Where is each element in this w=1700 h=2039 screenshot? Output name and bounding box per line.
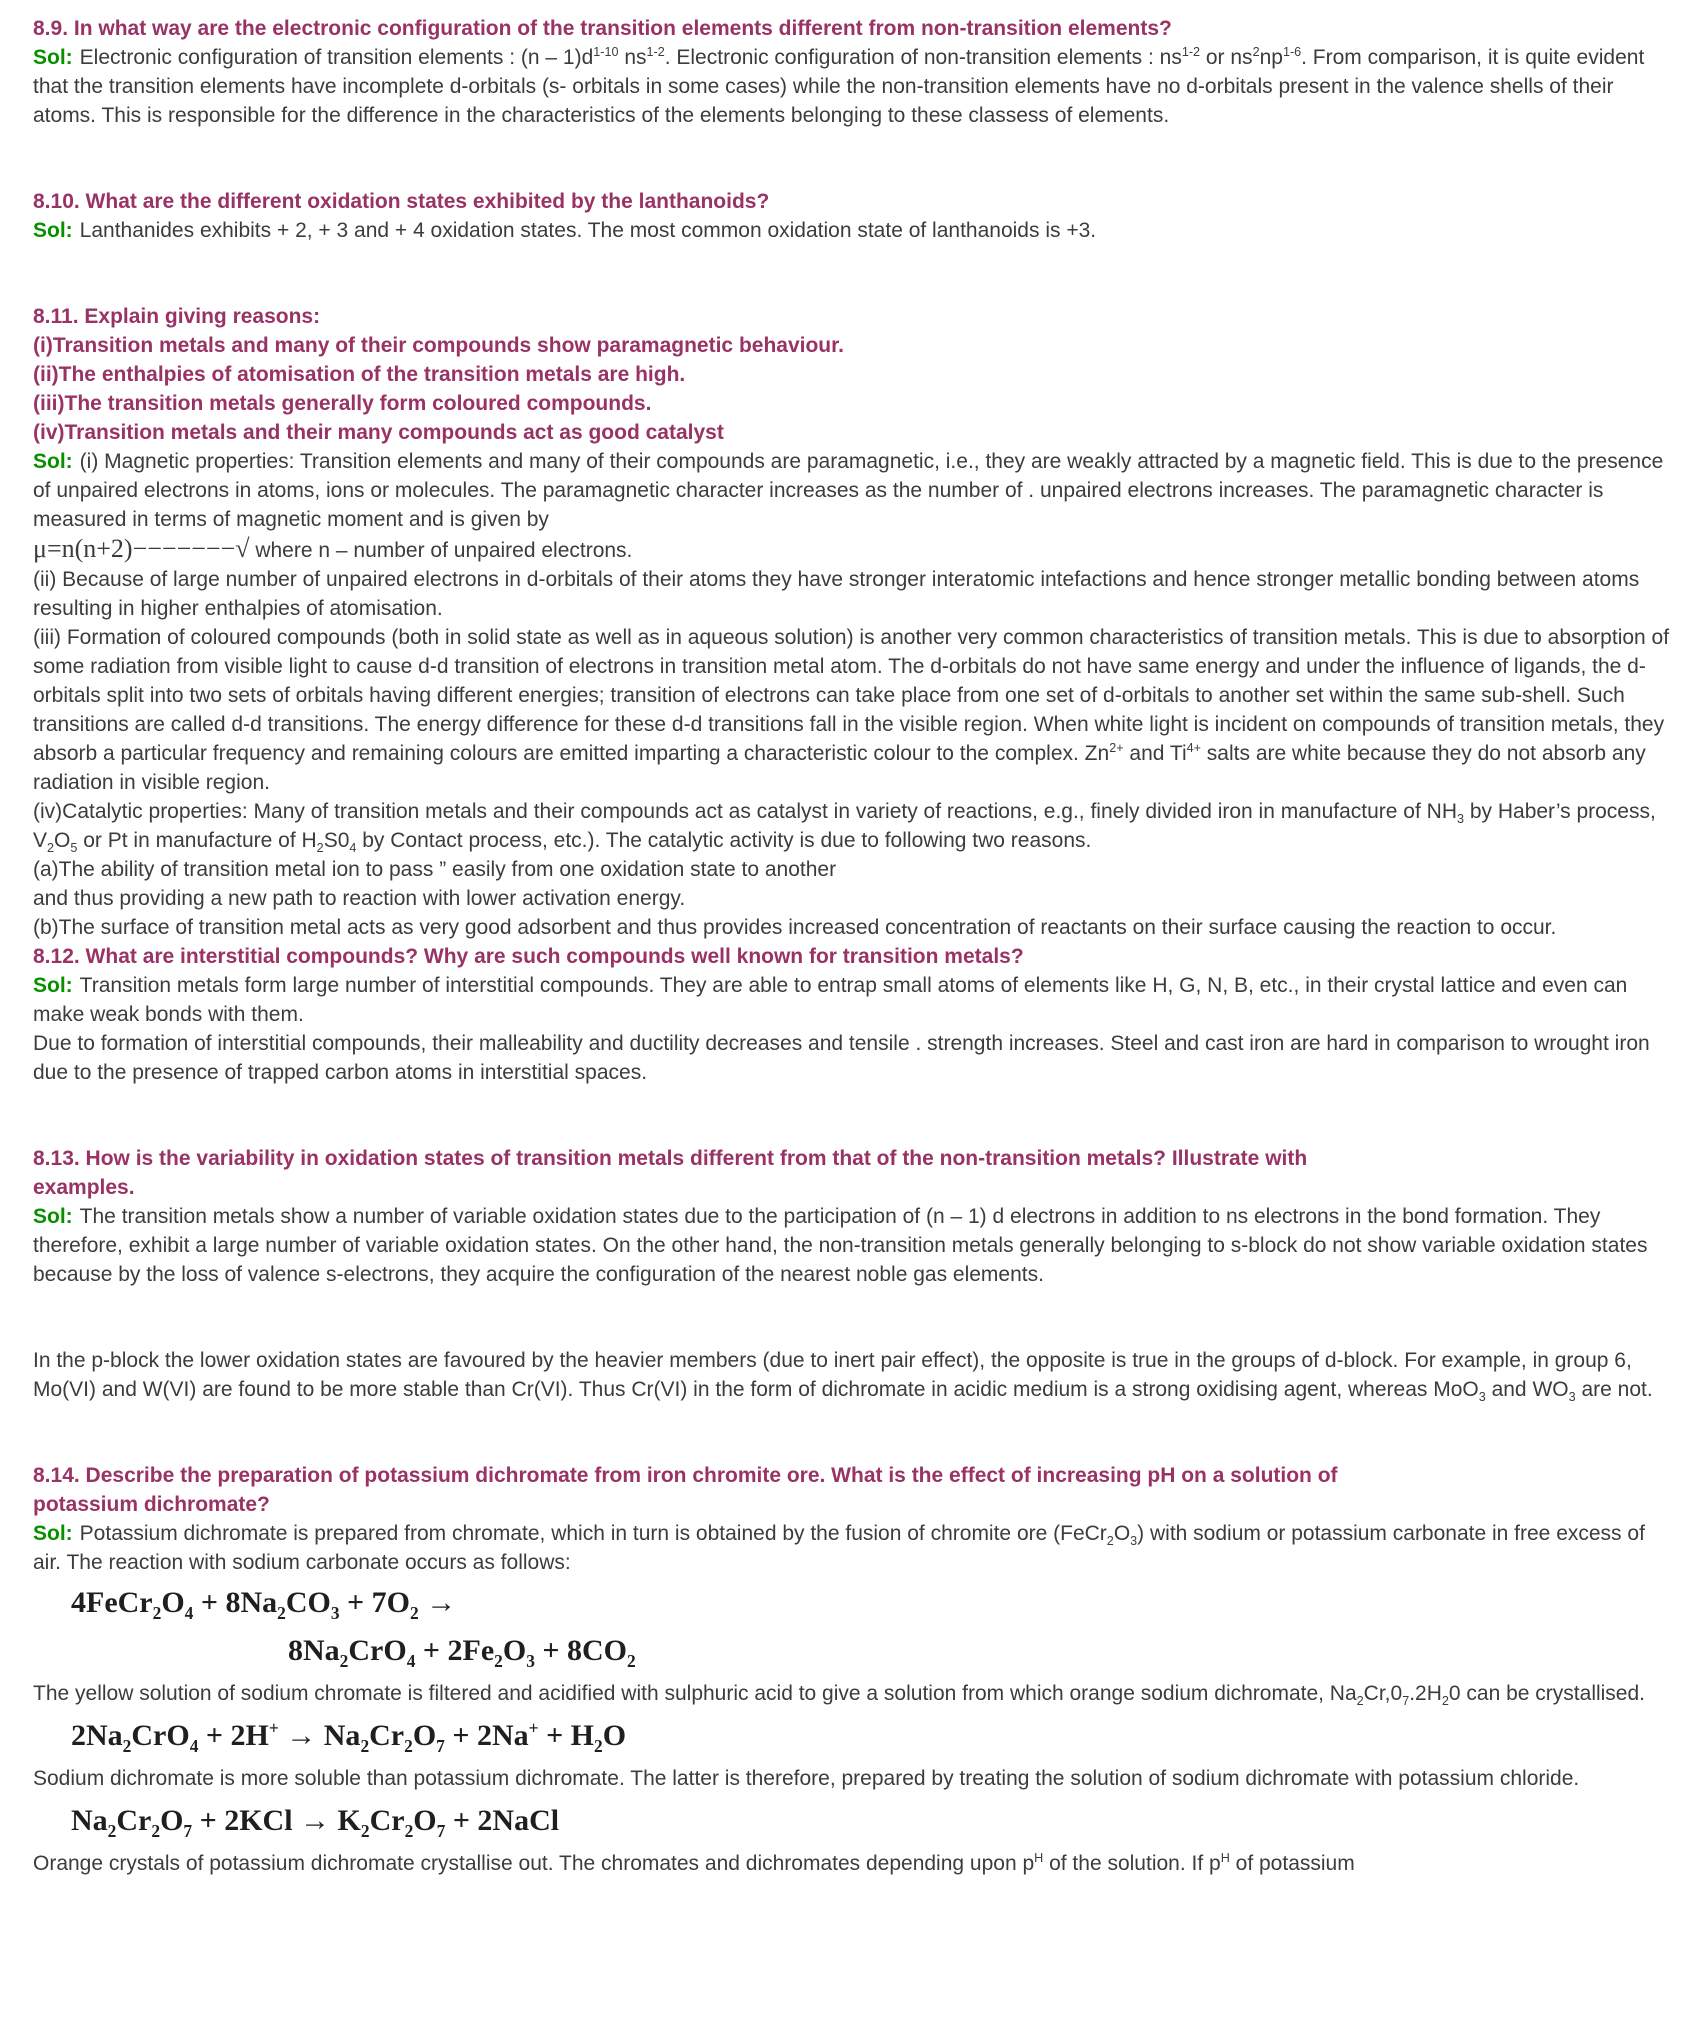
solution-8-14 xyxy=(33,1519,1672,1577)
solution-8-11-reason-a-cont-text: and thus providing a new path to reaction with lower activation energy. xyxy=(33,887,686,910)
sodium-dichromate-para xyxy=(33,1764,1672,1793)
solution-8-11-enthalpy-text: (ii) Because of large number of unpaired electrons in d-orbitals of their atoms they have stronger interatomic intefactions and hence stronger metallic bonding between atoms resulting in higher enthalpies of atomisation. xyxy=(33,568,1640,620)
yellow-solution-para-text: The yellow solution of sodium chromate is filtered and acidified with sulphuric acid to give a solution from which orange sodium dichromate, $Na_2Cr,0_7.2H_20$ can be crystallised. xyxy=(33,1682,1646,1709)
question-8-12-heading: 8.12. What are interstitial compounds? Why are such compounds well known for transition metals? xyxy=(33,945,1024,968)
solution-8-11-coloured-text: (iii) Formation of coloured compounds (both in solid state as well as in aqueous solution) is another very common characteristics of transition metals. This is due to absorption of some radiation from visible light to cause d-d transition of electrons in transition metal atom. The d-orbitals do not have same energy and under the influence of ligands, the d-orbitals split into two sets of orbitals having different energies; transition of electrons can take place from one set of d-orbitals to another set within the same sub-shell. Such transitions are called d-d transitions. The energy difference for these d-d transitions fall in the visible region. When white light is incident on compounds of transition metals, they absorb a particular frequency and remaining colours are emitted imparting a characteristic colour to the complex. $Zn^{2+}$ and $Ti^{4+}$ salts are white because they do not absorb any radiation in visible region. xyxy=(33,626,1670,794)
solution-8-13 xyxy=(33,1202,1672,1289)
equation-chromate-to-dichromate-text: $2Na_2CrO_4 + 2H^+ \to Na_2Cr_2O_7 + 2Na^+ + H_2O$ xyxy=(71,1718,627,1756)
solution-8-9 xyxy=(33,43,1672,130)
question-8-11-part-iv: (iv)Transition metals and their many compounds act as good catalyst xyxy=(33,421,724,444)
solution-8-11-coloured xyxy=(33,623,1672,797)
magnetic-moment-formula-text: μ=n(n+2)−−−−−−−√ where n – number of unpaired electrons. xyxy=(33,534,633,563)
question-8-13-heading: 8.13. How is the variability in oxidation states of transition metals different from that of the non-transition metals? Illustrate with xyxy=(33,1147,1308,1170)
solution-8-11-magnetic xyxy=(33,447,1672,534)
solution-8-11-reason-b xyxy=(33,913,1672,942)
sol-label: Sol: xyxy=(33,974,73,997)
solution-8-12 xyxy=(33,971,1672,1029)
question-8-11-part-i: (i)Transition metals and many of their compounds show paramagnetic behaviour. xyxy=(33,334,844,357)
solution-8-11-catalytic xyxy=(33,797,1672,855)
question-8-13-heading-line2: examples. xyxy=(33,1176,135,1199)
question-8-9-heading: 8.9. In what way are the electronic configuration of the transition elements different from non-transition elements? xyxy=(33,17,1172,40)
solution-8-12-cont-text: Due to formation of interstitial compounds, their malleability and ductility decreases and tensile . strength increases. Steel and cast iron are hard in comparison to wrought iron due to the presence of trapped carbon atoms in interstitial spaces. xyxy=(33,1032,1650,1084)
question-8-14-heading: 8.14. Describe the preparation of potassium dichromate from iron chromite ore. What is the effect of increasing pH on a solution of xyxy=(33,1464,1338,1487)
equation-dichromate-to-potassium xyxy=(71,1801,1672,1841)
yellow-solution-para xyxy=(33,1679,1672,1708)
solution-8-9-text: Electronic configuration of transition elements : $(n - 1)d^{1-10}$ $ns^{1-2}$. Electronic configuration of non-transition elements : $ns^{1-2}$ or $ns^2np^{1-6}$. From comparison, it is quite evident that the transition elements have incomplete d-orbitals (s- orbitals in some cases) while the non-transition elements have no d-orbitals present in the valence shells of their atoms. This is responsible for the difference in the characteristics of the elements belonging to these classess of elements. xyxy=(33,45,1645,127)
question-8-11-heading: 8.11. Explain giving reasons: xyxy=(33,305,321,328)
sol-label: Sol: xyxy=(33,450,73,473)
solution-8-10-text: Lanthanides exhibits + 2, + 3 and + 4 oxidation states. The most common oxidation state of lanthanoids is +3. xyxy=(79,219,1097,242)
solution-8-10 xyxy=(33,216,1672,245)
solution-8-12-text: Transition metals form large number of interstitial compounds. They are able to entrap small atoms of elements like H, G, N, B, etc., in their crystal lattice and even can make weak bonds with them. xyxy=(33,974,1628,1026)
orange-crystals-para-text: Orange crystals of potassium dichromate crystallise out. The chromates and dichromates depending upon $p^H$ of the solution. If $p^H$ of potassium xyxy=(33,1851,1355,1875)
equation-chromite-roasting-line2 xyxy=(288,1631,1672,1671)
sol-label: Sol: xyxy=(33,219,73,242)
solution-8-13-pblock-para xyxy=(33,1346,1672,1404)
equation-chromite-roasting-line1 xyxy=(71,1583,1672,1623)
solution-8-11-catalytic-text: (iv)Catalytic properties: Many of transition metals and their compounds act as catalyst in variety of reactions, e.g., finely divided iron in manufacture of $NH_3$ by Haber’s process, $V_2O_5$ or Pt in manufacture of $H_2S0_4$ by Contact process, etc.). The catalytic activity is due to following two reasons. xyxy=(33,800,1656,856)
equation-chromate-to-dichromate xyxy=(71,1716,1672,1756)
solution-8-11-reason-a-cont xyxy=(33,884,1672,913)
solution-8-12-cont xyxy=(33,1029,1672,1087)
sol-label: Sol: xyxy=(33,46,73,69)
solution-8-11-enthalpy xyxy=(33,565,1672,623)
equation-dichromate-to-potassium-text: $Na_2Cr_2O_7 + 2KCl \to K_2Cr_2O_7$ + 2NaCl xyxy=(71,1804,560,1841)
sodium-dichromate-para-text: Sodium dichromate is more soluble than potassium dichromate. The latter is therefore, prepared by treating the solution of sodium dichromate with potassium chloride. xyxy=(33,1767,1580,1790)
magnetic-moment-formula xyxy=(33,534,1672,565)
sol-label: Sol: xyxy=(33,1522,73,1545)
solution-8-11-magnetic-text: (i) Magnetic properties: Transition elements and many of their compounds are paramagnetic, i.e., they are weakly attracted by a magnetic field. This is due to the presence of unpaired electrons in atoms, ions or molecules. The paramagnetic character increases as the number of . unpaired electrons increases. The paramagnetic character is measured in terms of magnetic moment and is given by xyxy=(33,450,1664,531)
solution-8-11-reason-b-text: (b)The surface of transition metal acts as very good adsorbent and thus provides increased concentration of reactants on their surface causing the reaction to occur. xyxy=(33,916,1557,939)
sol-label: Sol: xyxy=(33,1205,73,1228)
solution-8-13-text: The transition metals show a number of variable oxidation states due to the participation of (n – 1) d electrons in addition to ns electrons in the bond formation. They therefore, exhibit a large number of variable oxidation states. On the other hand, the non-transition metals generally belonging to s-block do not show variable oxidation states because by the loss of valence s-electrons, they acquire the configuration of the nearest noble gas elements. xyxy=(33,1205,1648,1286)
solution-8-13-pblock-text: In the p-block the lower oxidation states are favoured by the heavier members (due to inert pair effect), the opposite is true in the groups of d-block. For example, in group 6, Mo(VI) and W(VI) are found to be more stable than Cr(VI). Thus Cr(VI) in the form of dichromate in acidic medium is a strong oxidising agent, whereas MoO$_3$ and $WO_3$ are not. xyxy=(33,1349,1653,1405)
question-8-11-part-iii: (iii)The transition metals generally form coloured compounds. xyxy=(33,392,652,415)
question-8-10-heading: 8.10. What are the different oxidation states exhibited by the lanthanoids? xyxy=(33,190,770,213)
solution-8-11-reason-a-text: (a)The ability of transition metal ion to pass ” easily from one oxidation state to another xyxy=(33,858,837,881)
question-8-11-part-ii: (ii)The enthalpies of atomisation of the transition metals are high. xyxy=(33,363,686,386)
solution-8-11-reason-a xyxy=(33,855,1672,884)
solution-8-14-text: Potassium dichromate is prepared from chromate, which in turn is obtained by the fusion of chromite ore $(FeCr_2O_3)$ with sodium or potassium carbonate in free excess of air. The reaction with sodium carbonate occurs as follows: xyxy=(33,1522,1645,1574)
equation-chromite-roasting-line1-text: $4FeCr_2O_4 + 8Na_2CO_3 + 7O_2$ → xyxy=(71,1586,457,1623)
orange-crystals-para xyxy=(33,1849,1672,1878)
equation-chromite-roasting-line2-text: $8Na_2CrO_4 + 2Fe_2O_3 + 8CO_2$ xyxy=(288,1634,636,1671)
question-8-14-heading-line2: potassium dichromate? xyxy=(33,1493,270,1516)
